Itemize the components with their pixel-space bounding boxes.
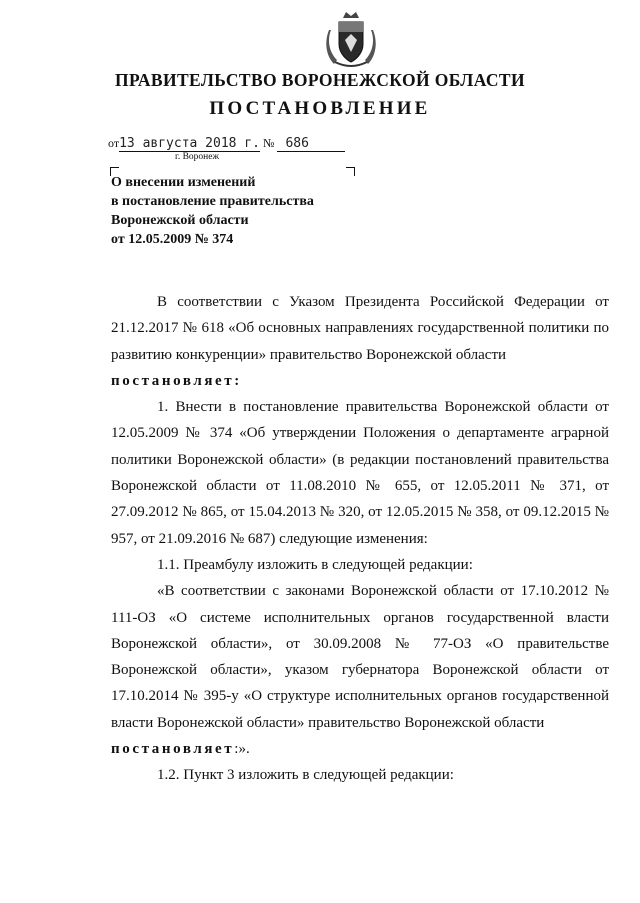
- resolves-word-2: постановляет: [111, 741, 235, 758]
- city: г. Воронеж: [175, 152, 220, 162]
- resolves-word: постановляет:: [111, 372, 242, 389]
- government-title: ПРАВИТЕЛЬСТВО ВОРОНЕЖСКОЙ ОБЛАСТИ: [114, 70, 526, 90]
- subject-line: от 12.05.2009 № 374: [111, 232, 234, 247]
- date-number-line: [108, 136, 345, 152]
- resolves-line: [111, 368, 609, 394]
- number-prefix: №: [262, 136, 275, 150]
- date-prefix: от: [108, 136, 120, 150]
- item-1-2-paragraph: 1.2. Пункт 3 изложить в следующей редакции:: [157, 767, 454, 784]
- subject-line: О внесении изменений: [111, 175, 256, 190]
- resolves-tail: :».: [234, 741, 250, 758]
- corner-mark-right: [346, 167, 355, 176]
- item-1-paragraph: 1. Внести в постановление правительства Воронежской области от 12.05.2009 № 374 «Об утверждении Положения о департаменте аграрной политики Воронежской области» (в редакции постановлений правительства Воронежской области от 11.08.2010 № 655, от 12.05.2011 № 371, от 27.09.2012 № 865, от 15.04.2013 № 320, от 12.05.2015 № 358, от 09.12.2015 № 957, от 21.09.2016 № 687) следующие изменения:: [111, 399, 609, 547]
- subject-line: в постановление правительства: [111, 194, 314, 209]
- new-preamble-paragraph: «В соответствии с законами Воронежской области от 17.10.2012 № 111-ОЗ «О системе исполнительных органов государственной власти Воронежской области», от 30.09.2008 № 77-ОЗ «О правительстве Воронежской области», указом губернатора Воронежской области от 17.10.2014 № 395-у «О структуре исполнительных органов государственной власти Воронежской области» правительство Воронежской области: [111, 583, 609, 731]
- resolves-line-2: [111, 736, 609, 762]
- document-date: 13 августа 2018 г.: [119, 136, 260, 151]
- document-body: [111, 289, 609, 789]
- preamble-paragraph: В соответствии с Указом Президента Российской Федерации от 21.12.2017 № 618 «Об основных направлениях государственной политики по развитию конкуренции» правительство Воронежской области: [111, 294, 609, 363]
- document-type: ПОСТАНОВЛЕНИЕ: [209, 98, 431, 119]
- subject-line: Воронежской области: [111, 213, 249, 228]
- item-1-1-paragraph: 1.1. Преамбулу изложить в следующей редакции:: [157, 556, 473, 573]
- document-subject: [111, 173, 314, 249]
- document-number: 686: [285, 136, 309, 151]
- coat-of-arms-icon: [325, 8, 377, 68]
